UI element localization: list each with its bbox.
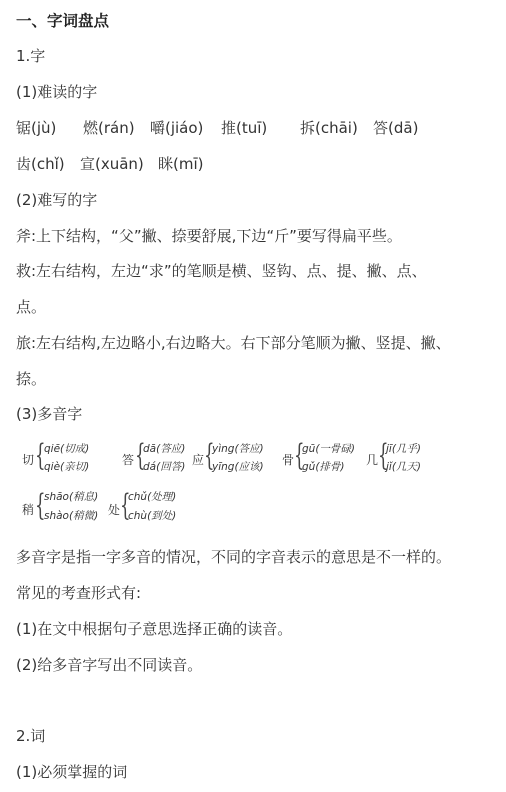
char-item: 推(tuī) (221, 119, 268, 137)
brace-icon: { (135, 438, 146, 473)
char-item: 拆(chāi) (300, 119, 358, 137)
section-title: 一、字词盘点 (16, 12, 110, 30)
poly-char: 几 (366, 453, 379, 467)
hard-read-label: (1)难读的字 (16, 83, 98, 101)
poly-reading: dá(回答) (143, 461, 186, 473)
char-item: 嚼(jiáo) (150, 119, 204, 137)
poly-reading: jī(几乎) (386, 443, 422, 455)
hard-write-line: 点。 (16, 298, 47, 316)
char-item: 宣(xuān) (80, 155, 144, 173)
poly-reading: yìng(答应) (212, 443, 264, 455)
poly-reading: chù(到处) (128, 510, 177, 522)
form-item: (2)给多音字写出不同读音。 (16, 656, 203, 674)
poly-reading: gǔ(排骨) (302, 461, 345, 473)
poly-char: 切 (22, 453, 35, 467)
char-item: 眯(mī) (158, 155, 204, 173)
poly-char: 骨 (282, 453, 295, 467)
poly-reading: chǔ(处理) (128, 491, 177, 503)
poly-reading: jǐ(几天) (386, 461, 422, 473)
poly-reading: gū(一骨碌) (302, 443, 356, 455)
poly-char: 应 (192, 453, 205, 467)
hard-write-line: 斧:上下结构，“父”撇、捺要舒展,下边“斤”要写得扁平些。 (16, 227, 402, 245)
subsection-chars: 1.字 (16, 47, 46, 65)
char-item: 燃(rán) (83, 119, 135, 137)
brace-icon: { (120, 488, 131, 523)
poly-char: 答 (122, 453, 135, 467)
polyphonic-label: (3)多音字 (16, 405, 83, 423)
brace-icon: { (35, 488, 46, 523)
poly-char: 稍 (22, 503, 35, 517)
poly-reading: shāo(稍息) (44, 491, 99, 503)
subsection-words: 2.词 (16, 727, 46, 745)
char-item: 锯(jù) (16, 119, 57, 137)
hard-write-line: 救:左右结构，左边“求”的笔顺是横、竖钩、点、提、撇、点、 (16, 262, 427, 280)
poly-reading: shào(稍微) (44, 510, 99, 522)
poly-reading: qiè(亲切) (44, 461, 90, 473)
forms-label: 常见的考查形式有: (16, 584, 142, 602)
poly-reading: yīng(应该) (212, 461, 264, 473)
char-item: 答(dā) (373, 119, 419, 137)
polyphonic-figure (0, 435, 506, 535)
brace-icon: { (294, 438, 305, 473)
must-words-label: (1)必须掌握的词 (16, 763, 128, 781)
poly-char: 处 (108, 503, 121, 517)
brace-icon: { (35, 438, 46, 473)
form-item: (1)在文中根据句子意思选择正确的读音。 (16, 620, 293, 638)
polyphonic-explain: 多音字是指一字多音的情况，不同的字音表示的意思是不一样的。 (16, 548, 452, 566)
brace-icon: { (378, 438, 389, 473)
brace-icon: { (204, 438, 215, 473)
hard-write-line: 旅:左右结构,左边略小,右边略大。右下部分笔顺为撇、竖提、撇、 (16, 334, 451, 352)
poly-reading: dā(答应) (143, 443, 186, 455)
poly-reading: qiē(切成) (44, 443, 90, 455)
hard-write-label: (2)难写的字 (16, 191, 98, 209)
char-item: 齿(chǐ) (16, 155, 65, 173)
hard-write-line: 捺。 (16, 370, 47, 388)
